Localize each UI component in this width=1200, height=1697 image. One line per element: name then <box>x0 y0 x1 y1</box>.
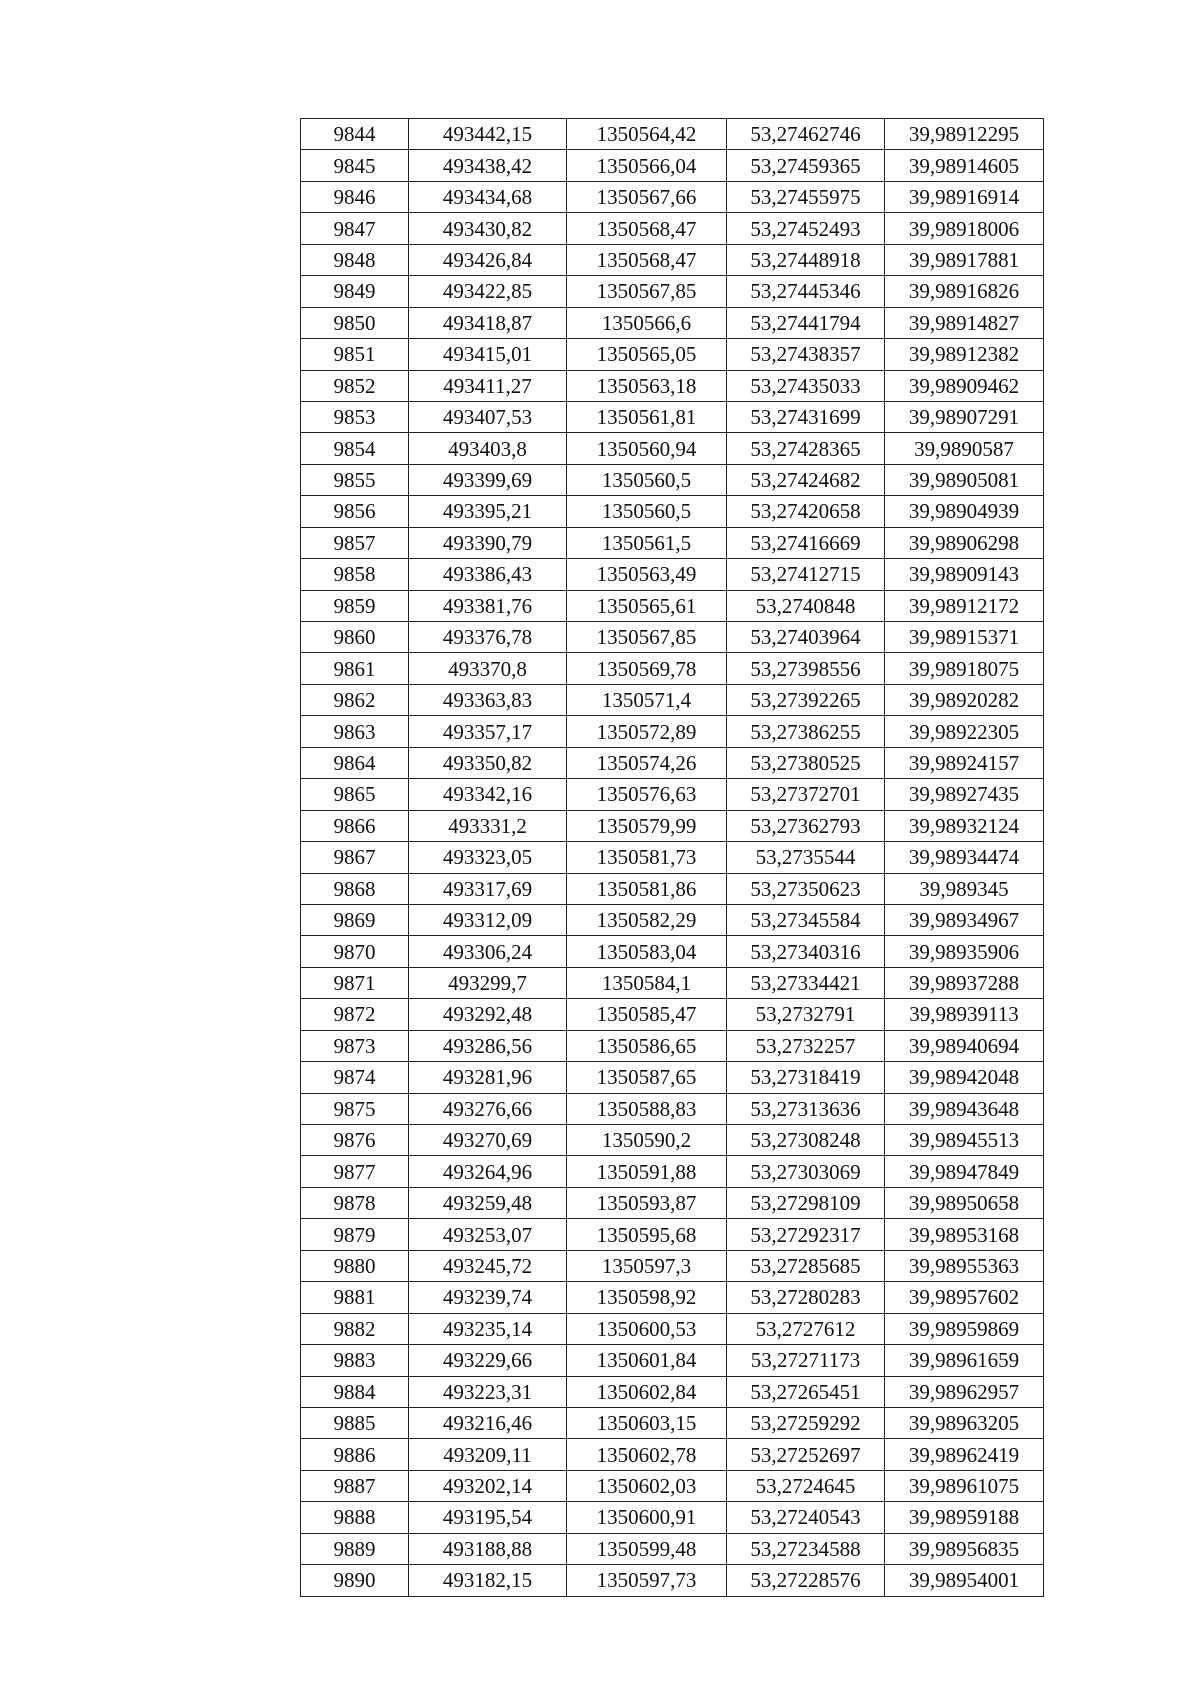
point-number-cell: 9883 <box>301 1345 409 1376</box>
x-coordinate-cell: 493418,87 <box>409 307 567 338</box>
latitude-cell: 53,27298109 <box>727 1187 885 1218</box>
point-number-cell: 9876 <box>301 1125 409 1156</box>
x-coordinate-cell: 493229,66 <box>409 1345 567 1376</box>
latitude-cell: 53,27345584 <box>727 904 885 935</box>
longitude-cell: 39,98963205 <box>885 1407 1044 1438</box>
x-coordinate-cell: 493407,53 <box>409 401 567 432</box>
longitude-cell: 39,98935906 <box>885 936 1044 967</box>
table-row <box>301 1156 1044 1187</box>
y-coordinate-cell: 1350601,84 <box>567 1345 727 1376</box>
table-row <box>301 150 1044 181</box>
point-number-cell: 9870 <box>301 936 409 967</box>
longitude-cell: 39,98956835 <box>885 1533 1044 1564</box>
y-coordinate-cell: 1350566,04 <box>567 150 727 181</box>
x-coordinate-cell: 493245,72 <box>409 1250 567 1281</box>
y-coordinate-cell: 1350561,5 <box>567 527 727 558</box>
table-row <box>301 1470 1044 1501</box>
point-number-cell: 9890 <box>301 1565 409 1596</box>
latitude-cell: 53,27372701 <box>727 779 885 810</box>
table-row <box>301 1533 1044 1564</box>
table-row <box>301 1219 1044 1250</box>
longitude-cell: 39,98914605 <box>885 150 1044 181</box>
longitude-cell: 39,9890587 <box>885 433 1044 464</box>
latitude-cell: 53,27428365 <box>727 433 885 464</box>
y-coordinate-cell: 1350576,63 <box>567 779 727 810</box>
x-coordinate-cell: 493403,8 <box>409 433 567 464</box>
latitude-cell: 53,27240543 <box>727 1502 885 1533</box>
y-coordinate-cell: 1350563,49 <box>567 559 727 590</box>
latitude-cell: 53,27303069 <box>727 1156 885 1187</box>
point-number-cell: 9861 <box>301 653 409 684</box>
latitude-cell: 53,27350623 <box>727 873 885 904</box>
longitude-cell: 39,98907291 <box>885 401 1044 432</box>
y-coordinate-cell: 1350565,61 <box>567 590 727 621</box>
longitude-cell: 39,98916826 <box>885 276 1044 307</box>
y-coordinate-cell: 1350595,68 <box>567 1219 727 1250</box>
longitude-cell: 39,98954001 <box>885 1565 1044 1596</box>
y-coordinate-cell: 1350602,78 <box>567 1439 727 1470</box>
longitude-cell: 39,98905081 <box>885 464 1044 495</box>
x-coordinate-cell: 493195,54 <box>409 1502 567 1533</box>
longitude-cell: 39,98909143 <box>885 559 1044 590</box>
table-row <box>301 276 1044 307</box>
table-row <box>301 747 1044 778</box>
x-coordinate-cell: 493299,7 <box>409 967 567 998</box>
y-coordinate-cell: 1350564,42 <box>567 119 727 150</box>
y-coordinate-cell: 1350568,47 <box>567 213 727 244</box>
x-coordinate-cell: 493399,69 <box>409 464 567 495</box>
table-row <box>301 1125 1044 1156</box>
latitude-cell: 53,27265451 <box>727 1376 885 1407</box>
x-coordinate-cell: 493376,78 <box>409 622 567 653</box>
y-coordinate-cell: 1350567,66 <box>567 181 727 212</box>
y-coordinate-cell: 1350603,15 <box>567 1407 727 1438</box>
x-coordinate-cell: 493306,24 <box>409 936 567 967</box>
longitude-cell: 39,98939113 <box>885 999 1044 1030</box>
point-number-cell: 9868 <box>301 873 409 904</box>
y-coordinate-cell: 1350566,6 <box>567 307 727 338</box>
point-number-cell: 9886 <box>301 1439 409 1470</box>
y-coordinate-cell: 1350563,18 <box>567 370 727 401</box>
y-coordinate-cell: 1350585,47 <box>567 999 727 1030</box>
x-coordinate-cell: 493363,83 <box>409 684 567 715</box>
latitude-cell: 53,27420658 <box>727 496 885 527</box>
x-coordinate-cell: 493264,96 <box>409 1156 567 1187</box>
point-number-cell: 9874 <box>301 1062 409 1093</box>
longitude-cell: 39,98953168 <box>885 1219 1044 1250</box>
y-coordinate-cell: 1350567,85 <box>567 622 727 653</box>
x-coordinate-cell: 493223,31 <box>409 1376 567 1407</box>
longitude-cell: 39,98957602 <box>885 1282 1044 1313</box>
y-coordinate-cell: 1350600,53 <box>567 1313 727 1344</box>
point-number-cell: 9860 <box>301 622 409 653</box>
y-coordinate-cell: 1350602,84 <box>567 1376 727 1407</box>
x-coordinate-cell: 493381,76 <box>409 590 567 621</box>
x-coordinate-cell: 493357,17 <box>409 716 567 747</box>
y-coordinate-cell: 1350602,03 <box>567 1470 727 1501</box>
latitude-cell: 53,27386255 <box>727 716 885 747</box>
table-row <box>301 904 1044 935</box>
point-number-cell: 9888 <box>301 1502 409 1533</box>
y-coordinate-cell: 1350567,85 <box>567 276 727 307</box>
table-row <box>301 119 1044 150</box>
y-coordinate-cell: 1350581,73 <box>567 842 727 873</box>
y-coordinate-cell: 1350560,5 <box>567 464 727 495</box>
point-number-cell: 9859 <box>301 590 409 621</box>
table-row <box>301 307 1044 338</box>
x-coordinate-cell: 493422,85 <box>409 276 567 307</box>
longitude-cell: 39,98959869 <box>885 1313 1044 1344</box>
x-coordinate-cell: 493370,8 <box>409 653 567 684</box>
latitude-cell: 53,27380525 <box>727 747 885 778</box>
longitude-cell: 39,98912382 <box>885 339 1044 370</box>
y-coordinate-cell: 1350581,86 <box>567 873 727 904</box>
x-coordinate-cell: 493390,79 <box>409 527 567 558</box>
table-row <box>301 716 1044 747</box>
latitude-cell: 53,27445346 <box>727 276 885 307</box>
table-row <box>301 559 1044 590</box>
longitude-cell: 39,98917881 <box>885 244 1044 275</box>
y-coordinate-cell: 1350571,4 <box>567 684 727 715</box>
x-coordinate-cell: 493395,21 <box>409 496 567 527</box>
latitude-cell: 53,27462746 <box>727 119 885 150</box>
longitude-cell: 39,98943648 <box>885 1093 1044 1124</box>
point-number-cell: 9853 <box>301 401 409 432</box>
y-coordinate-cell: 1350560,94 <box>567 433 727 464</box>
point-number-cell: 9858 <box>301 559 409 590</box>
table-row <box>301 590 1044 621</box>
table-row <box>301 936 1044 967</box>
latitude-cell: 53,2727612 <box>727 1313 885 1344</box>
table-row <box>301 1187 1044 1218</box>
x-coordinate-cell: 493323,05 <box>409 842 567 873</box>
x-coordinate-cell: 493182,15 <box>409 1565 567 1596</box>
table-row <box>301 339 1044 370</box>
latitude-cell: 53,2732257 <box>727 1030 885 1061</box>
x-coordinate-cell: 493386,43 <box>409 559 567 590</box>
longitude-cell: 39,98962957 <box>885 1376 1044 1407</box>
y-coordinate-cell: 1350560,5 <box>567 496 727 527</box>
latitude-cell: 53,27313636 <box>727 1093 885 1124</box>
x-coordinate-cell: 493286,56 <box>409 1030 567 1061</box>
table-row <box>301 401 1044 432</box>
x-coordinate-cell: 493202,14 <box>409 1470 567 1501</box>
latitude-cell: 53,27438357 <box>727 339 885 370</box>
point-number-cell: 9889 <box>301 1533 409 1564</box>
latitude-cell: 53,2724645 <box>727 1470 885 1501</box>
x-coordinate-cell: 493411,27 <box>409 370 567 401</box>
point-number-cell: 9863 <box>301 716 409 747</box>
longitude-cell: 39,98924157 <box>885 747 1044 778</box>
table-row <box>301 622 1044 653</box>
y-coordinate-cell: 1350587,65 <box>567 1062 727 1093</box>
y-coordinate-cell: 1350561,81 <box>567 401 727 432</box>
coordinates-table <box>300 118 1044 1597</box>
point-number-cell: 9871 <box>301 967 409 998</box>
x-coordinate-cell: 493426,84 <box>409 244 567 275</box>
latitude-cell: 53,27455975 <box>727 181 885 212</box>
latitude-cell: 53,27392265 <box>727 684 885 715</box>
point-number-cell: 9849 <box>301 276 409 307</box>
point-number-cell: 9885 <box>301 1407 409 1438</box>
point-number-cell: 9882 <box>301 1313 409 1344</box>
point-number-cell: 9869 <box>301 904 409 935</box>
longitude-cell: 39,98961659 <box>885 1345 1044 1376</box>
longitude-cell: 39,98962419 <box>885 1439 1044 1470</box>
longitude-cell: 39,98920282 <box>885 684 1044 715</box>
latitude-cell: 53,27441794 <box>727 307 885 338</box>
longitude-cell: 39,98918075 <box>885 653 1044 684</box>
point-number-cell: 9852 <box>301 370 409 401</box>
longitude-cell: 39,98934967 <box>885 904 1044 935</box>
point-number-cell: 9851 <box>301 339 409 370</box>
x-coordinate-cell: 493239,74 <box>409 1282 567 1313</box>
latitude-cell: 53,27318419 <box>727 1062 885 1093</box>
x-coordinate-cell: 493270,69 <box>409 1125 567 1156</box>
longitude-cell: 39,98912295 <box>885 119 1044 150</box>
table-row <box>301 464 1044 495</box>
longitude-cell: 39,98950658 <box>885 1187 1044 1218</box>
point-number-cell: 9887 <box>301 1470 409 1501</box>
x-coordinate-cell: 493312,09 <box>409 904 567 935</box>
longitude-cell: 39,98961075 <box>885 1470 1044 1501</box>
latitude-cell: 53,27292317 <box>727 1219 885 1250</box>
latitude-cell: 53,27416669 <box>727 527 885 558</box>
longitude-cell: 39,98906298 <box>885 527 1044 558</box>
point-number-cell: 9867 <box>301 842 409 873</box>
latitude-cell: 53,27452493 <box>727 213 885 244</box>
table-row <box>301 653 1044 684</box>
x-coordinate-cell: 493276,66 <box>409 1093 567 1124</box>
latitude-cell: 53,2732791 <box>727 999 885 1030</box>
table-row <box>301 496 1044 527</box>
latitude-cell: 53,27334421 <box>727 967 885 998</box>
y-coordinate-cell: 1350584,1 <box>567 967 727 998</box>
longitude-cell: 39,98937288 <box>885 967 1044 998</box>
y-coordinate-cell: 1350591,88 <box>567 1156 727 1187</box>
table-row <box>301 1407 1044 1438</box>
latitude-cell: 53,2735544 <box>727 842 885 873</box>
latitude-cell: 53,27398556 <box>727 653 885 684</box>
y-coordinate-cell: 1350579,99 <box>567 810 727 841</box>
x-coordinate-cell: 493188,88 <box>409 1533 567 1564</box>
table-row <box>301 181 1044 212</box>
point-number-cell: 9845 <box>301 150 409 181</box>
x-coordinate-cell: 493235,14 <box>409 1313 567 1344</box>
y-coordinate-cell: 1350597,73 <box>567 1565 727 1596</box>
point-number-cell: 9875 <box>301 1093 409 1124</box>
latitude-cell: 53,2740848 <box>727 590 885 621</box>
latitude-cell: 53,27234588 <box>727 1533 885 1564</box>
x-coordinate-cell: 493331,2 <box>409 810 567 841</box>
table-row <box>301 1093 1044 1124</box>
latitude-cell: 53,27259292 <box>727 1407 885 1438</box>
x-coordinate-cell: 493442,15 <box>409 119 567 150</box>
point-number-cell: 9865 <box>301 779 409 810</box>
y-coordinate-cell: 1350600,91 <box>567 1502 727 1533</box>
table-row <box>301 684 1044 715</box>
table-row <box>301 1030 1044 1061</box>
table-row <box>301 1062 1044 1093</box>
point-number-cell: 9866 <box>301 810 409 841</box>
longitude-cell: 39,98927435 <box>885 779 1044 810</box>
latitude-cell: 53,27271173 <box>727 1345 885 1376</box>
x-coordinate-cell: 493342,16 <box>409 779 567 810</box>
table-row <box>301 873 1044 904</box>
table-row <box>301 999 1044 1030</box>
longitude-cell: 39,98915371 <box>885 622 1044 653</box>
table-row <box>301 213 1044 244</box>
y-coordinate-cell: 1350568,47 <box>567 244 727 275</box>
point-number-cell: 9850 <box>301 307 409 338</box>
table-row <box>301 1250 1044 1281</box>
y-coordinate-cell: 1350588,83 <box>567 1093 727 1124</box>
longitude-cell: 39,98940694 <box>885 1030 1044 1061</box>
point-number-cell: 9878 <box>301 1187 409 1218</box>
y-coordinate-cell: 1350583,04 <box>567 936 727 967</box>
longitude-cell: 39,98904939 <box>885 496 1044 527</box>
x-coordinate-cell: 493317,69 <box>409 873 567 904</box>
coordinates-table-body <box>301 119 1044 1597</box>
latitude-cell: 53,27412715 <box>727 559 885 590</box>
table-row <box>301 1565 1044 1596</box>
x-coordinate-cell: 493434,68 <box>409 181 567 212</box>
x-coordinate-cell: 493292,48 <box>409 999 567 1030</box>
y-coordinate-cell: 1350574,26 <box>567 747 727 778</box>
table-row <box>301 1282 1044 1313</box>
longitude-cell: 39,98959188 <box>885 1502 1044 1533</box>
point-number-cell: 9856 <box>301 496 409 527</box>
table-row <box>301 1502 1044 1533</box>
y-coordinate-cell: 1350597,3 <box>567 1250 727 1281</box>
latitude-cell: 53,27252697 <box>727 1439 885 1470</box>
point-number-cell: 9854 <box>301 433 409 464</box>
point-number-cell: 9873 <box>301 1030 409 1061</box>
latitude-cell: 53,27424682 <box>727 464 885 495</box>
x-coordinate-cell: 493281,96 <box>409 1062 567 1093</box>
latitude-cell: 53,27448918 <box>727 244 885 275</box>
longitude-cell: 39,98934474 <box>885 842 1044 873</box>
point-number-cell: 9877 <box>301 1156 409 1187</box>
longitude-cell: 39,98914827 <box>885 307 1044 338</box>
y-coordinate-cell: 1350572,89 <box>567 716 727 747</box>
y-coordinate-cell: 1350582,29 <box>567 904 727 935</box>
latitude-cell: 53,27362793 <box>727 810 885 841</box>
latitude-cell: 53,27340316 <box>727 936 885 967</box>
latitude-cell: 53,27285685 <box>727 1250 885 1281</box>
latitude-cell: 53,27403964 <box>727 622 885 653</box>
longitude-cell: 39,98932124 <box>885 810 1044 841</box>
point-number-cell: 9881 <box>301 1282 409 1313</box>
latitude-cell: 53,27280283 <box>727 1282 885 1313</box>
longitude-cell: 39,98945513 <box>885 1125 1044 1156</box>
y-coordinate-cell: 1350590,2 <box>567 1125 727 1156</box>
table-row <box>301 1313 1044 1344</box>
longitude-cell: 39,98912172 <box>885 590 1044 621</box>
table-row <box>301 1345 1044 1376</box>
x-coordinate-cell: 493209,11 <box>409 1439 567 1470</box>
y-coordinate-cell: 1350565,05 <box>567 339 727 370</box>
x-coordinate-cell: 493216,46 <box>409 1407 567 1438</box>
table-row <box>301 842 1044 873</box>
latitude-cell: 53,27228576 <box>727 1565 885 1596</box>
y-coordinate-cell: 1350569,78 <box>567 653 727 684</box>
x-coordinate-cell: 493415,01 <box>409 339 567 370</box>
x-coordinate-cell: 493430,82 <box>409 213 567 244</box>
longitude-cell: 39,989345 <box>885 873 1044 904</box>
x-coordinate-cell: 493259,48 <box>409 1187 567 1218</box>
longitude-cell: 39,98916914 <box>885 181 1044 212</box>
table-row <box>301 1376 1044 1407</box>
latitude-cell: 53,27459365 <box>727 150 885 181</box>
point-number-cell: 9884 <box>301 1376 409 1407</box>
point-number-cell: 9862 <box>301 684 409 715</box>
longitude-cell: 39,98942048 <box>885 1062 1044 1093</box>
table-row <box>301 1439 1044 1470</box>
x-coordinate-cell: 493438,42 <box>409 150 567 181</box>
x-coordinate-cell: 493350,82 <box>409 747 567 778</box>
table-row <box>301 810 1044 841</box>
point-number-cell: 9846 <box>301 181 409 212</box>
longitude-cell: 39,98955363 <box>885 1250 1044 1281</box>
point-number-cell: 9880 <box>301 1250 409 1281</box>
table-row <box>301 244 1044 275</box>
point-number-cell: 9879 <box>301 1219 409 1250</box>
point-number-cell: 9864 <box>301 747 409 778</box>
point-number-cell: 9848 <box>301 244 409 275</box>
y-coordinate-cell: 1350598,92 <box>567 1282 727 1313</box>
longitude-cell: 39,98909462 <box>885 370 1044 401</box>
table-row <box>301 370 1044 401</box>
y-coordinate-cell: 1350586,65 <box>567 1030 727 1061</box>
longitude-cell: 39,98918006 <box>885 213 1044 244</box>
y-coordinate-cell: 1350593,87 <box>567 1187 727 1218</box>
table-row <box>301 967 1044 998</box>
latitude-cell: 53,27435033 <box>727 370 885 401</box>
point-number-cell: 9847 <box>301 213 409 244</box>
longitude-cell: 39,98947849 <box>885 1156 1044 1187</box>
table-row <box>301 779 1044 810</box>
point-number-cell: 9872 <box>301 999 409 1030</box>
point-number-cell: 9857 <box>301 527 409 558</box>
table-row <box>301 433 1044 464</box>
table-row <box>301 527 1044 558</box>
point-number-cell: 9844 <box>301 119 409 150</box>
longitude-cell: 39,98922305 <box>885 716 1044 747</box>
latitude-cell: 53,27431699 <box>727 401 885 432</box>
latitude-cell: 53,27308248 <box>727 1125 885 1156</box>
y-coordinate-cell: 1350599,48 <box>567 1533 727 1564</box>
point-number-cell: 9855 <box>301 464 409 495</box>
x-coordinate-cell: 493253,07 <box>409 1219 567 1250</box>
